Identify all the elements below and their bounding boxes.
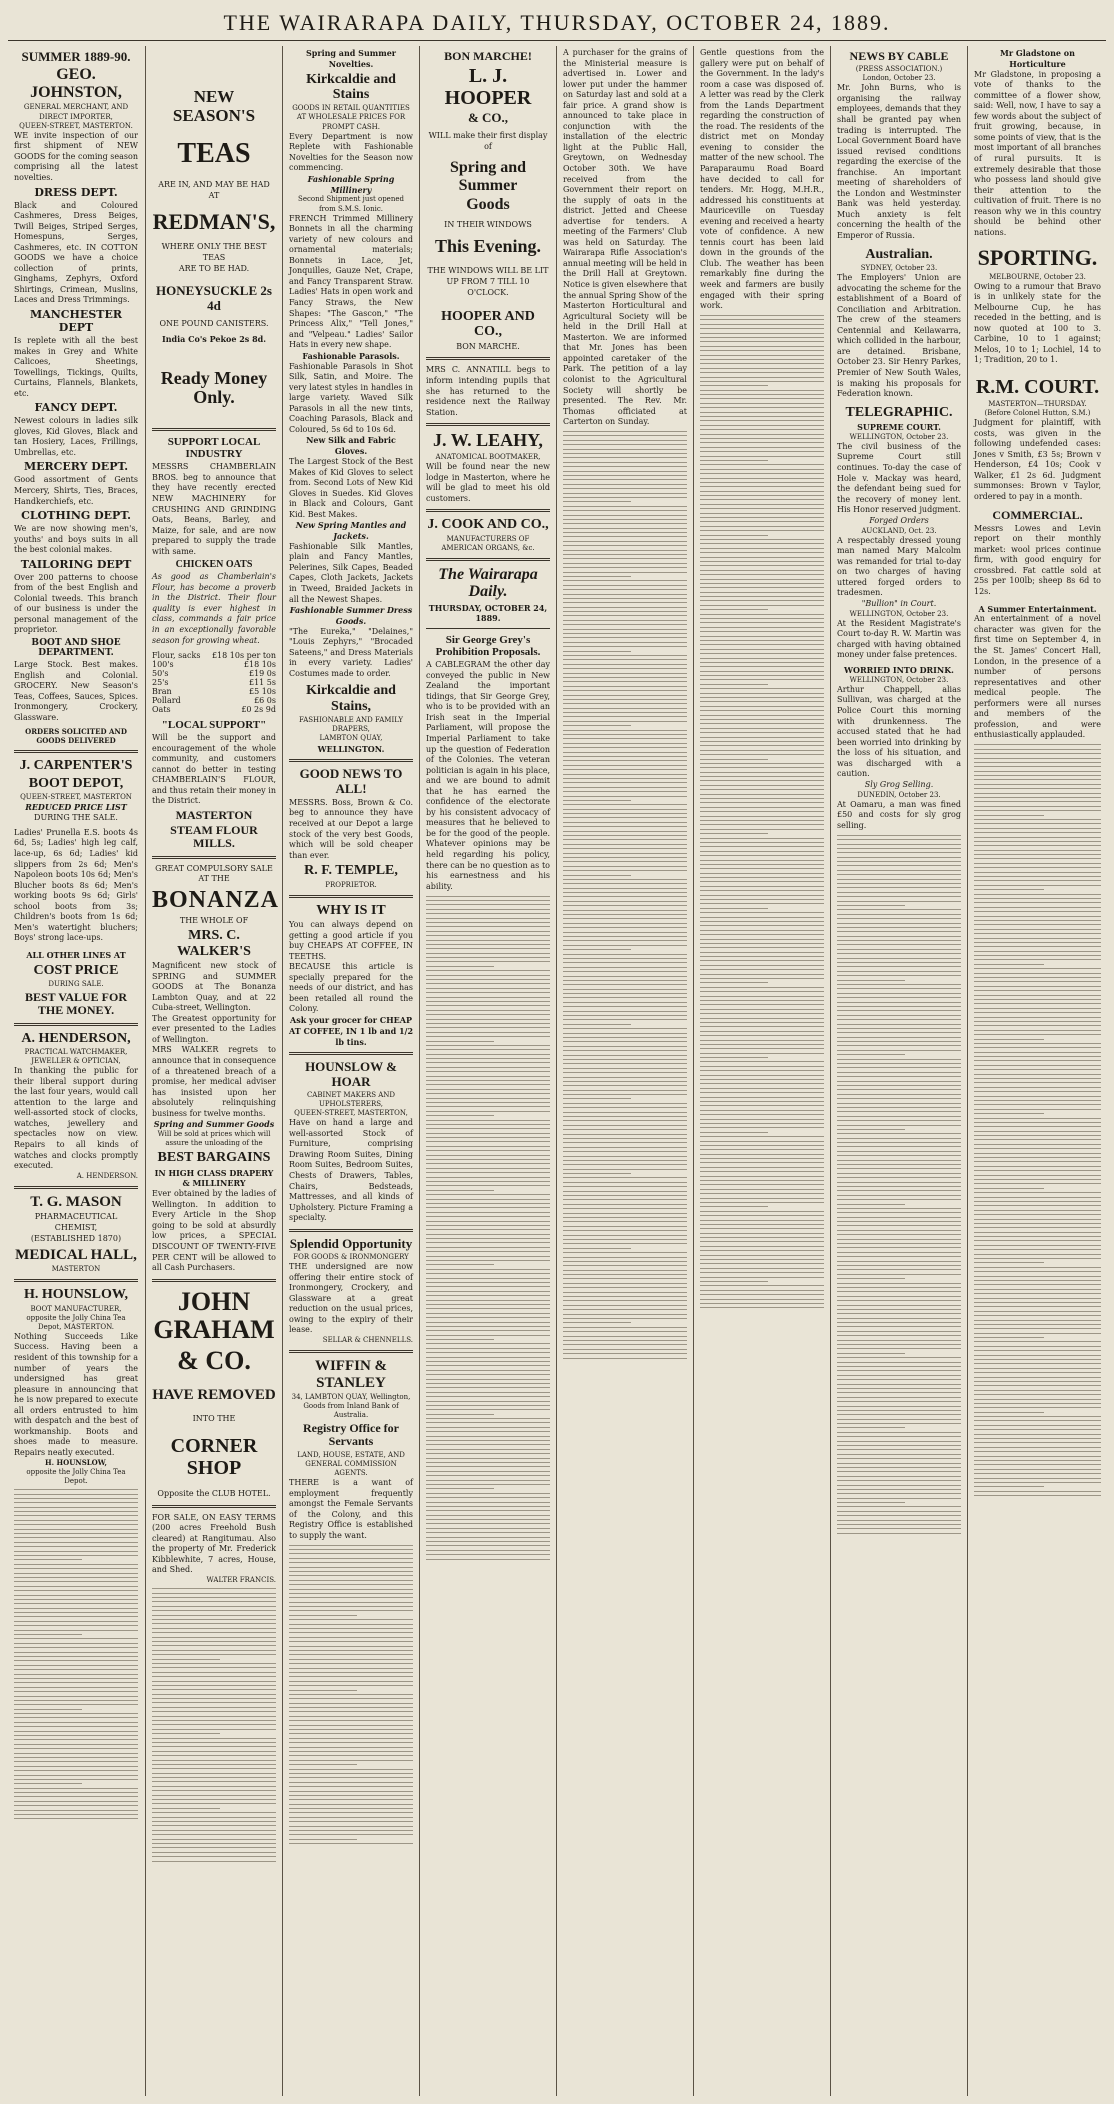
carpenter-address: QUEEN-STREET, MASTERTON [20, 793, 132, 802]
parasols-heading: Fashionable Parasols. [302, 350, 400, 361]
sly-grog-heading: Sly Grog Selling. [864, 779, 934, 789]
sly-grog-text: At Oamaru, a man was fined £50 and costs for sly grog selling. [837, 799, 961, 830]
hooper-footer-name: HOOPER AND CO., [441, 308, 535, 340]
best-bargains-heading: BEST BARGAINS [157, 1150, 271, 1166]
cost-price-label: COST PRICE [33, 962, 119, 978]
dateline: THURSDAY, OCTOBER 24, 1889. [428, 603, 548, 623]
cook-sub: MANUFACTURERS OF AMERICAN ORGANS, &c. [441, 534, 535, 552]
sporting-text: Owing to a rumour that Bravo is in unlikely state for the Melbourne Cup, he has receded in the betting, and is now quoted at 100 to 3. Carbine, 10 to 1 against; Melos, 10 to 1; Lochiel, 14 to 1; Tradition, 20 to 1. [974, 281, 1101, 365]
price-item: Oats [152, 705, 171, 715]
notice-announcement: MRS C. ANNATILL begs to inform intending pupils that she has returned to the residence next the Railway Station. [426, 365, 550, 417]
splendid-sub: FOR GOODS & IRONMONGERY [293, 1253, 409, 1261]
novelties-heading: Spring and Summer Novelties. [305, 48, 397, 69]
good-news-text: MESSRS. Boss, Brown & Co. beg to announce they have received at our Depot a large stock of the very best Goods, which will be sold cheaper than ever. [289, 797, 413, 860]
column-6 [693, 46, 830, 2096]
price-item: Flour, sacks [152, 651, 201, 661]
hooper-text: WILL make their first display of [428, 131, 548, 152]
splendid-text: THE undersigned are now offering their entire stock of Ironmongery, Crockery, and Glassware at a great reduction on the usual prices, owing to the expiry of their lease. [289, 1262, 413, 1335]
tailoring-dept-heading: TAILORING DEPT [20, 557, 132, 571]
mantles-heading: New Spring Mantles and Jackets. [295, 520, 407, 542]
registry-text: THERE is a want of employment frequently amongst the Female Servants of the Colony, and this Registry Office is established to supply the want. [289, 1477, 413, 1540]
redmans-name: REDMAN'S, [152, 208, 276, 234]
price-value: £18 10s [243, 660, 276, 670]
honeysuckle-price: HONEYSUCKLE 2s 4d [156, 283, 272, 313]
registry-heading: Registry Office for Servants [303, 1421, 399, 1449]
newspaper-title: THE WAIRARAPA DAILY, THURSDAY, OCTOBER 24, 1889. [223, 10, 891, 35]
price-row [152, 660, 276, 669]
price-value: £11 5s [248, 678, 276, 688]
forged-orders-heading: Forged Orders [869, 515, 929, 525]
steam-mills-label: STEAM FLOUR MILLS. [170, 823, 258, 851]
kirkcaldie-sub: GOODS IN RETAIL QUANTITIES AT WHOLESALE PRICES FOR PROMPT CASH. [292, 104, 410, 131]
why-is-it-text: You can always depend on getting a good article if you buy CHEAPS AT COFFEE, IN TEETHS. [289, 920, 413, 961]
henderson-name: A. HENDERSON, [21, 1030, 131, 1046]
price-item: 25's [152, 678, 169, 688]
orders-note: ORDERS SOLICITED AND GOODS DELIVERED [25, 727, 127, 746]
leahy-name: J. W. LEAHY, [433, 430, 543, 451]
coffee-note: Ask your grocer for CHEAP AT COFFEE, IN 1 lb and 1/2 lb tins. [289, 1014, 414, 1047]
kirkcaldie-text: Every Department is now Replete with Fashionable Novelties for the Season now commencing. [289, 131, 413, 173]
henderson-signature: A. HENDERSON. [76, 1171, 138, 1180]
temple-role: PROPRIETOR. [325, 880, 377, 889]
australian-text: The Employers' Union are advocating the scheme for the establishment of a Board of Conciliation and Arbitration. The crew of the steamers Centennial and Keilawarra, which collided in the harbour, are detained. Brisbane, October 23. Sir Henry Parkes, Premier of New South Wales, is making his proposals for Federation known. [837, 273, 961, 399]
text-filler [14, 1489, 138, 1819]
commercial-text: Messrs Lowes and Levin report on their monthly market: wool prices continue firm, with good enquiry for crossbred. Fat cattle sold at 25s per 100lb; sheep 8s 6d to 12s. [974, 523, 1101, 597]
best-teas-label-2: ARE TO BE HAD. [178, 263, 250, 273]
hounslow-hoar-name: HOUNSLOW & HOAR [305, 1059, 397, 1089]
mercery-dept-text: Good assortment of Gents Mercery, Shirts, Ties, Braces, Handkerchiefs, etc. [14, 475, 138, 506]
carpenter-depot: BOOT DEPOT, [28, 775, 124, 791]
hounslow-address: opposite the Jolly China Tea Depot, MASTERTON. [26, 1313, 126, 1331]
column-6-body: Gentle questions from the gallery were put on behalf of the Government. In the lady's room a case was disposed of. A letter was read by the Clerk from the Lands Department regarding the construction of the road. The residents of the district met on Monday evening to consider the matter of the new school. The Paraparaumu Road Board have decided to call for tenders. Mr. Hogg, M.H.R., addressed his constituents at Mauriceville on Tuesday evening and received a hearty vote of confidence. A new tennis court has been laid down in the grounds of the Club. The weather has been remarkably fine during the week and farmers are busily engaged with their spring work. [700, 48, 824, 311]
price-row [152, 669, 276, 678]
column-2 [145, 46, 282, 2096]
leahy-role: ANATOMICAL BOOTMAKER, [435, 452, 541, 461]
gladstone-heading: Mr Gladstone on Horticulture [1000, 48, 1075, 69]
splendid-signature: SELLAR & CHENNELLS. [322, 1335, 413, 1344]
price-value: £0 2s 9d [241, 705, 276, 715]
telegraphic-heading: TELEGRAPHIC. [845, 404, 953, 420]
bullion-dateline: WELLINGTON, October 23. [849, 609, 949, 618]
good-news-heading: GOOD NEWS TO ALL! [299, 766, 403, 796]
dress-dept-heading: DRESS DEPT. [34, 185, 118, 199]
rm-court-heading: R.M. COURT. [975, 376, 1100, 398]
mantles-text: Fashionable Silk Mantles, plain and Fancy Mantles, Pelerines, Silk Capes, Beaded Capes, Cloth Jackets, Jackets in Tweed, Braided Jackets in all the Newest Shapes. [289, 541, 413, 604]
best-teas-label: WHERE ONLY THE BEST TEAS [161, 241, 267, 262]
windows-label: IN THEIR WINDOWS [444, 219, 532, 229]
goods-heading: Goods [466, 196, 510, 214]
millinery-text: FRENCH Trimmed Millinery Bonnets in all the charming variety of new colours and ornamental materials; Bonnets in Lace, Jet, Jonquilles, Gauze Net, Crape, and Fancy Transparent Straw. Ladies' Hats in open work and Fancy Straws, the New Shapes: "The Gascon," "The Princess Alix," "Tell Jones," and "Velpeau." Ladies' Sailor Hats in every new shape. [289, 213, 413, 350]
bullion-heading: "Bullion" in Court. [861, 598, 937, 608]
kirkcaldie-name: Kirkcaldie and Stains [306, 71, 396, 102]
price-value: £18 10s per ton [211, 651, 276, 661]
cable-sub: (PRESS ASSOCIATION.) [855, 65, 943, 74]
mercery-dept-heading: MERCERY DEPT. [23, 460, 129, 474]
henderson-text: In thanking the public for their liberal support during the last four years, would call attention to the large and well-assorted stock of clocks, watches, jewellery and spectacles now on view. Repairs to all kinds of watches and clocks promptly executed. [14, 1066, 138, 1171]
wiffin-name: WIFFIN & STANLEY [314, 1358, 388, 1391]
best-value-label: BEST VALUE FOR THE MONEY. [24, 990, 128, 1018]
hounslow-text: Nothing Succeeds Like Success. Having been a resident of this township for a number of years the undersigned has great pleasure in announcing that he is now prepared to execute all orders entrusted to him with despatch and the best of workmanship. Boots and shoes made to measure. Repairs neatly executed. [14, 1331, 138, 1457]
ready-money-label: Ready Money Only. [160, 367, 268, 408]
hounslow-signature-address: opposite the Jolly China Tea Depot. [26, 1467, 126, 1485]
canisters-label: ONE POUND CANISTERS. [159, 318, 269, 328]
walker-name: MRS. C. WALKER'S [177, 928, 251, 959]
tailoring-dept-text: Over 200 patterns to choose from of the best English and Colonial tweeds. This branch of our business is under the personal management of the proprietor. [14, 572, 138, 635]
sporting-heading: SPORTING. [977, 245, 1098, 271]
fabric-gloves-heading: New Silk and Fabric Gloves. [306, 435, 396, 457]
hounslow-hoar-text: Have on hand a large and well-assorted Stock of Furniture, comprising Drawing Room Suites, Dining Room Suites, Bedroom Suites, Chests of Drawers, Tables, Chairs, Bedsteads, Mattresses, and all kinds of Upholstery. Picture Framing a specialty. [289, 1118, 413, 1223]
price-row [152, 696, 276, 705]
new-season-heading: NEW SEASON'S [172, 87, 256, 125]
article-body: A CABLEGRAM the other day conveyed the public in New Zealand the important tidings, that Sir George Grey, who is to be provided with an Irish seat in the Imperial Parliament, will propose the Imperial Parliament to take up the question of Federation of the Colonies. The veteran politician is again in his place, and we are bound to admit that he has earned the confidence of the electorate by his consistent advocacy of measures that he believed to be for the good of the people. Whatever opinions may be held regarding his policy, there can be no question as to his earnestness and his ability. [426, 660, 550, 891]
cable-dateline: London, October 23. [862, 74, 936, 83]
hounslow-hoar-address: QUEEN-STREET, MASTERTON, [294, 1109, 408, 1118]
manchester-dept-heading: MANCHESTER DEPT [30, 307, 122, 334]
price-item: 100's [152, 660, 174, 670]
kirkcaldie-footer-address: LAMBTON QUAY, [319, 734, 383, 743]
local-support-text: Will be the support and encouragement of the whole community, and customers cannot do better in testing CHAMBERLAIN'S FLOUR, and thus retain their money in the District. [152, 733, 276, 806]
column-5-body: A purchaser for the grains of the Ministerial measure is advertised in. Lower and lower put under the hammer on Saturday last and sold at a fair price. A grand show is announced to take place in conjunction with the installation of the electric light at the Public Hall, Greytown, on Wednesday October 30th. We have received from the Government their report on the supply of oats in the district. Jetted and Cheese advertise for tenders. A meeting of the Farmers' Club was held on Saturday. The Wairarapa Rifle Association's annual meeting will be held in the Drill Hall at Greytown. Notice is given elsewhere that the annual Spring Show of the Masterton Horticultural and Agricultural Society will be held in the Drill Hall at Masterton. We are informed that Mr. Jones has been appointed caretaker of the Park. The petition of a lay colonist to the Agricultural Society will shortly be presented. The Rev. Mr. Thomas officiated at Carterton on Sunday. [563, 48, 687, 427]
wiffin-text: Goods from Inland Bank of Australia. [303, 1402, 399, 1420]
windows-lit-label: THE WINDOWS WILL BE LIT UP FROM 7 TILL 10 O'CLOCK. [427, 266, 549, 298]
have-removed-label: HAVE REMOVED [152, 1387, 276, 1404]
wiffin-address: 34, LAMBTON QUAY, Wellington, [291, 1393, 411, 1402]
article-title: Sir George Grey's Prohibition Proposals. [435, 634, 541, 659]
walker-text: Magnificent new stock of SPRING and SUMMER GOODS at The Bonanza Lambton Quay, and at 22 Cuba-street, Wellington. [152, 961, 276, 1013]
millinery-heading: Fashionable Spring Millinery [307, 173, 395, 195]
great-sale-label: GREAT COMPULSORY SALE AT THE [155, 863, 273, 884]
costumes-text: "The Eureka," "Delaines," "Louis Zephyrs," "Brocaded Sateens," and Dress Materials in every variety. Ladies' Costumes made to order. [289, 626, 413, 678]
leahy-text: Will be found near the new lodge in Masterton, where he will be glad to meet his old customers. [426, 462, 550, 503]
bon-marche-heading: BON MARCHE! [444, 49, 532, 63]
text-filler [974, 744, 1101, 1496]
hooper-name: L. J. HOOPER [444, 65, 532, 110]
column-7 [830, 46, 967, 2096]
boot-dept-text: Large Stock. Best makes. English and Colonial. GROCERY. New Season's Teas, Coffees, Sauces, Spices. Ironmongery, Crockery, Glassware. [14, 660, 138, 722]
drapery-heading: IN HIGH CLASS DRAPERY & MILLINERY [154, 1167, 274, 1189]
masthead-mini: The Wairarapa Daily. [438, 565, 538, 601]
summer-entertainment-text: An entertainment of a novel character was given for the first time on September 4, in the St. James' Concert Hall, London, in the presence of a number of persons representatives and other medical people. The performers were all nurses and members of the profession, and were enthusiastically applauded. [974, 614, 1101, 740]
chicken-oats-heading: CHICKEN OATS [175, 559, 253, 571]
carpenter-name: J. CARPENTER'S [19, 758, 133, 774]
hounslow-name: H. HOUNSLOW, [23, 1287, 129, 1303]
chicken-oats-text: As good as Chamberlain's Flour, has become a proverb in the District. Their flour quality is ever highest in class, commands a fair price in an exceptionally favorable season for growing wheat. [152, 572, 276, 645]
price-row [152, 687, 276, 696]
text-filler [289, 1545, 413, 1845]
columns-container [8, 46, 1106, 2096]
local-support-heading: "LOCAL SUPPORT" [161, 719, 267, 732]
masthead-rule [8, 40, 1106, 41]
graham-name: JOHN GRAHAM [153, 1286, 275, 1345]
all-lines-label: ALL OTHER LINES AT [26, 949, 126, 960]
manchester-dept-text: Is replete with all the best makes in Grey and White Calicoes, Sheetings, Towellings, Tickings, Quilts, Curtains, Flannels, Blankets, etc. [14, 335, 138, 398]
graham-co: & CO. [177, 1345, 251, 1375]
into-the-label: INTO THE [192, 1413, 236, 1423]
price-value: £5 10s [248, 687, 276, 697]
teas-heading: TEAS [177, 138, 251, 170]
teas-subheading: ARE IN, AND MAY BE HAD AT [158, 180, 270, 200]
merchant-intro: WE invite inspection of our first shipment of NEW GOODS for the coming season comprising all the latest novelties. [14, 130, 138, 182]
worried-heading: WORRIED INTO DRINK. [844, 664, 954, 675]
support-heading: SUPPORT LOCAL INDUSTRY [167, 436, 261, 461]
price-value: £6 0s [254, 696, 276, 706]
rm-court-dateline: MASTERTON—THURSDAY. [988, 400, 1087, 408]
price-row [152, 651, 276, 660]
supreme-court-text: The civil business of the Supreme Court still continues. To-day the case of Hole v. Mackay was heard, the defendant being sued for the recovery of money lent. His Honor reserved judgment. [837, 441, 961, 515]
hooper-co: & CO., [467, 110, 509, 126]
gladstone-body: Mr Gladstone, in proposing a vote of thanks to the committee of a flower show, said: Well, now, I have to say a few words about the subject of fruit growing, because, in some points of view, that is the most important of all branches of rural pursuits. It is extremely desirable that those who possess land should give their attention to the cultivation of fruit. There is no reason why we in this country should be behind other nations. [974, 69, 1101, 237]
dress-dept-text: Black and Coloured Cashmeres, Dress Beiges, Twill Beiges, Striped Serges, Homespuns, Serges, Cashmeres, etc. IN COTTON GOODS we have a choice collection of prints, Ginghams, Zephyrs, Oxford Shirtings, Crimean, Muslins, Laces and Dress Trimmings. [14, 200, 138, 305]
splendid-heading: Splendid Opportunity [289, 1235, 413, 1251]
drapery-text: Ever obtained by the ladies of Wellington. In addition to Every Article in the Shop going to be sold at absurdly low prices, a SPECIAL DISCOUNT OF TWENTY-FIVE PER CENT will be allowed to all Cash Purchasers. [152, 1189, 276, 1273]
fancy-dept-heading: FANCY DEPT. [34, 401, 118, 415]
fancy-dept-text: Newest colours in ladies silk gloves, Kid Gloves, Black and tan Hosiery, Laces, Frillings, Umbrellas, etc. [14, 416, 138, 457]
parasols-text: Fashionable Parasols in Shot Silk, Satin, and Moire. The very latest styles in handles in large variety. Waved Silk Parasols in all the new tints, Coaching Parasols, Black and Coloured, 5s 6d to 10s 6d. [289, 361, 413, 434]
text-filler [152, 1588, 276, 1861]
text-filler [426, 896, 550, 1560]
worried-dateline: WELLINGTON, October 23. [849, 675, 949, 684]
henderson-role: PRACTICAL WATCHMAKER, JEWELLER & OPTICIAN, [24, 1048, 128, 1066]
sale-signature: WALTER FRANCIS. [206, 1575, 276, 1584]
rm-court-text: Judgment for plaintiff, with costs, was given in the following undefended cases: Jones v Smith, £3 5s; Brown v Henderson, £4 10s; Cook v Walker, £1 2s 6d. Judgment summonses: Brown v Taylor, ordered to pay in a month. [974, 418, 1101, 502]
walker-text-3: MRS WALKER regrets to announce that in consequence of a threatened breach of a promise, her medical adviser has insisted upon her absolutely relinquishing business for twelve months. [152, 1045, 276, 1118]
fabric-gloves-text: The Largest Stock of the Best Makes of Kid Gloves to select from. Second Lots of New Kid Gloves in Suedes. Kid Gloves in Black and Colours, Gant Kid. Best Makes. [289, 456, 413, 519]
boot-dept-heading: BOOT AND SHOE DEPARTMENT. [31, 638, 121, 658]
price-value: £19 0s [248, 669, 276, 679]
merchant-street: QUEEN-STREET, MASTERTON. [19, 121, 133, 130]
hounslow-signature: H. HOUNSLOW, [45, 1458, 107, 1468]
column-1 [8, 46, 144, 2096]
cook-name: J. COOK AND CO., [427, 517, 549, 533]
india-price: India Co's Pekoe 2s 8d. [161, 333, 267, 344]
clothing-dept-heading: CLOTHING DEPT. [21, 509, 131, 523]
opposite-club-label: Opposite the CLUB HOTEL. [157, 1488, 271, 1498]
bon-marche-footer: BON MARCHE. [456, 341, 520, 351]
price-item: Bran [152, 687, 172, 697]
spring-goods-sub: Will be sold at prices which will assure the unloading of the [157, 1130, 271, 1148]
clothing-dept-text: We are now showing men's, youths' and boys suits in all the best colonial makes. [14, 524, 138, 555]
masterton-label: MASTERTON [175, 807, 253, 822]
rm-court-sub: (Before Colonel Hutton, S.M.) [984, 409, 1091, 418]
kirkcaldie-footer-sub: FASHIONABLE AND FAMILY DRAPERS, [298, 716, 404, 734]
sly-grog-dateline: DUNEDIN, October 23. [857, 790, 941, 799]
column-3 [282, 46, 419, 2096]
registry-sub: LAND, HOUSE, ESTATE, AND GENERAL COMMISSION AGENTS. [297, 1450, 405, 1477]
australian-heading: Australian. [865, 246, 933, 262]
summer-entertainment-heading: A Summer Entertainment. [978, 603, 1097, 614]
reduced-price-heading: REDUCED PRICE LIST [25, 802, 127, 813]
price-list [152, 651, 276, 714]
column-5 [556, 46, 693, 2096]
sporting-dateline: MELBOURNE, October 23. [989, 272, 1086, 281]
why-is-it-text-2: BECAUSE this article is specially prepared for the needs of our district, and has been retailed all round the Colony. [289, 962, 413, 1014]
supreme-court-dateline: WELLINGTON, October 23. [849, 432, 949, 441]
hounslow-hoar-sub: CABINET MAKERS AND UPHOLSTERERS, [306, 1090, 396, 1109]
text-filler [563, 431, 687, 1358]
whole-of-label: THE WHOLE OF [179, 915, 249, 925]
corner-shop-label: CORNER SHOP [170, 1434, 258, 1479]
text-filler [700, 315, 824, 1308]
cable-text: Mr. John Burns, who is organising the railway employees, demands that they shall be granted pay when trading is interrupted. The Local Government Board have issued revised conditions regarding the exercise of the franchise. An important meeting of shareholders of the London and Westminster Bank was held yesterday. Much anxiety is felt concerning the health of the Emperor of Russia. [837, 83, 961, 241]
during-sale-label: DURING THE SALE. [34, 813, 118, 823]
spring-summer-heading: Spring and Summer [449, 159, 527, 194]
why-is-it-heading: WHY IS IT [316, 902, 386, 918]
forged-orders-text: A respectably dressed young man named Mary Malcolm was remanded for trial to-day on two charges of having uttered forged orders to tradesmen. [837, 535, 961, 598]
mason-name: T. G. MASON [30, 1193, 122, 1210]
temple-name: R. F. TEMPLE, [304, 863, 398, 879]
price-row [152, 705, 276, 714]
boot-price-list: Ladies' Prunella E.S. boots 4s 6d, 5s; Ladies' high leg calf, lace-up, 6s 6d; Ladies' kid slippers from 2s 6d; Men's Napoleon boots 10s 6d; Men's Blucher boots 8s 6d; Men's working boots 9s 6d; Girls' school boots from 3s; Children's boots from 1s 6d; Men's watertight bluchers; Boys' strong lace-ups. [14, 827, 138, 943]
supreme-court-heading: SUPREME COURT. [857, 422, 941, 433]
merchant-name: GEO. JOHNSTON, [30, 66, 122, 101]
merchant-role: GENERAL MERCHANT, AND DIRECT IMPORTER, [23, 103, 129, 121]
sale-terms-text: FOR SALE, ON EASY TERMS (200 acres Freehold Bush cleared) at Rangitumau. Also the property of Mr. Frederick Kibblewhite, 7 acres, House, and Shed. [152, 1512, 276, 1575]
australian-dateline: SYDNEY, October 23. [860, 263, 938, 272]
text-filler [837, 835, 961, 1534]
walker-text-2: The Greatest opportunity for ever presented to the Ladies of Wellington. [152, 1013, 276, 1044]
forged-orders-dateline: AUCKLAND, Oct. 23. [861, 526, 937, 535]
kirkcaldie-footer-town: WELLINGTON. [317, 743, 385, 754]
mason-role: PHARMACEUTICAL CHEMIST, [34, 1212, 118, 1233]
season-heading: SUMMER 1889-90. [21, 49, 131, 64]
costumes-heading: Fashionable Summer Dress Goods. [289, 605, 413, 626]
price-item: Pollard [152, 696, 181, 706]
this-evening-heading: This Evening. [434, 235, 542, 256]
spring-goods-heading: Spring and Summer Goods [153, 1119, 275, 1130]
bonanza-heading: BONANZA [152, 887, 280, 914]
column-4 [419, 46, 556, 2096]
column-8 [967, 46, 1107, 2096]
hounslow-role: BOOT MANUFACTURER, [30, 1304, 122, 1313]
medical-hall-label: MEDICAL HALL, [15, 1246, 137, 1263]
masthead [0, 0, 1114, 42]
commercial-heading: COMMERCIAL. [992, 507, 1083, 522]
mason-established: (ESTABLISHED 1870) [30, 1233, 122, 1243]
support-text: MESSRS CHAMBERLAIN BROS. beg to announce that they have recently erected NEW MACHINERY for CRUSHING AND GRINDING Oats, Beans, Barley, and Maize, for sale, and are now prepared to supply the trade with same. [152, 462, 276, 556]
bullion-text: At the Resident Magistrate's Court to-day R. W. Martin was charged with having obtained money under false pretences. [837, 618, 961, 660]
kirkcaldie-footer-name: Kirkcaldie and Stains, [306, 683, 396, 714]
mason-town: MASTERTON [51, 1265, 101, 1274]
during-sale-note: DURING SALE. [48, 980, 104, 989]
price-item: 50's [152, 669, 169, 679]
worried-text: Arthur Chappell, alias Sullivan, was charged at the Police Court this morning with drunkenness. The accused stated that he had been worried into drinking by the loss of his situation, and was discharged with a caution. [837, 684, 961, 779]
price-row [152, 678, 276, 687]
millinery-sub: Second Shipment just opened from S.M.S. Ionic. [298, 195, 404, 213]
cable-heading: NEWS BY CABLE [849, 49, 949, 63]
